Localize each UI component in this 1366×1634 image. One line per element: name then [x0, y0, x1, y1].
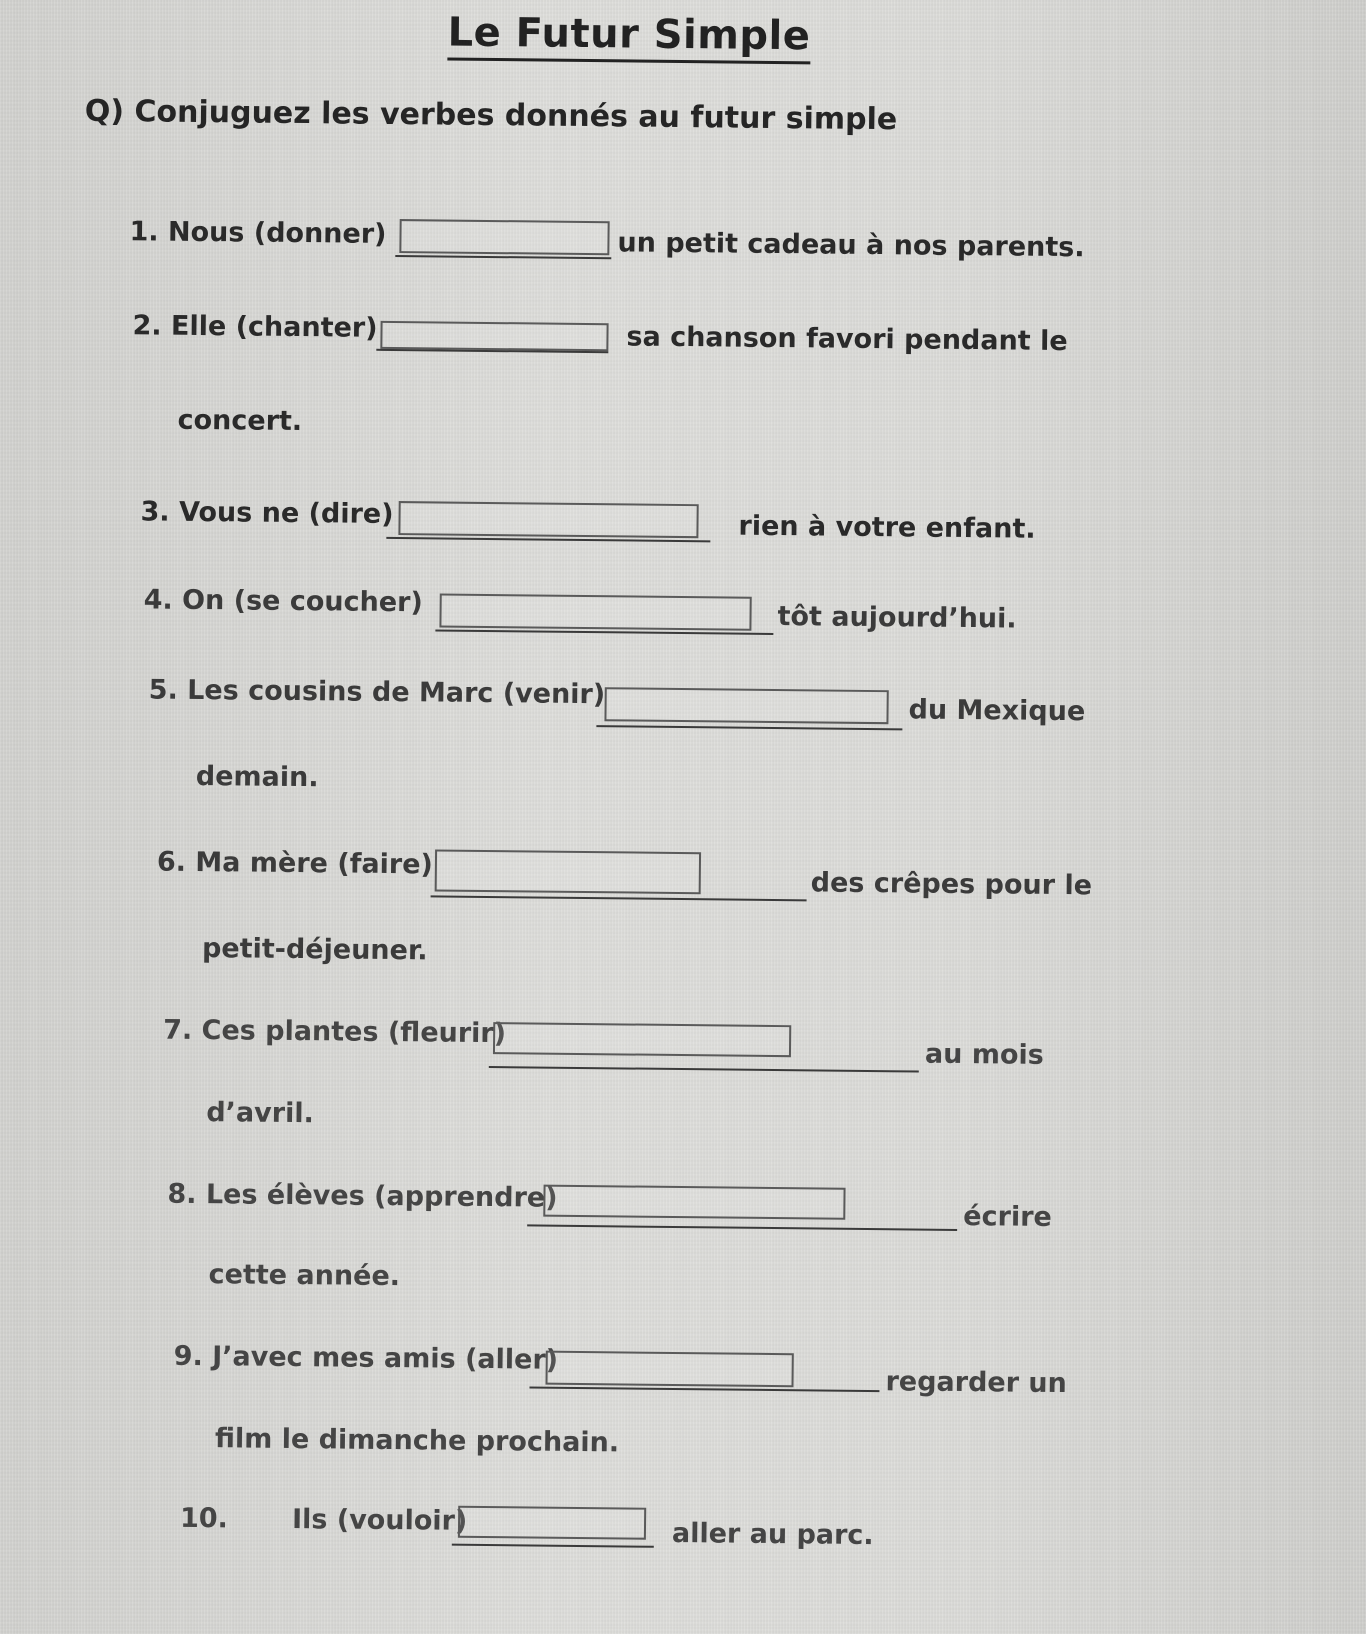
item-8-answer-box[interactable]	[543, 1185, 845, 1220]
item-7-prefix: 7. Ces plantes (fleurir)	[163, 1014, 507, 1050]
item-5-suffix: du Mexique	[908, 694, 1086, 728]
item-1-suffix: un petit cadeau à nos parents.	[617, 227, 1085, 264]
item-2-suffix: sa chanson favori pendant le	[626, 321, 1068, 358]
item-8-answer-line	[527, 1224, 957, 1231]
item-5-prefix: 5. Les cousins de Marc (venir)	[148, 674, 606, 711]
item-1-answer-line	[395, 255, 611, 259]
item-10-suffix: aller au parc.	[671, 1517, 874, 1552]
item-9-answer-line	[529, 1386, 879, 1392]
item-9-continuation: film le dimanche prochain.	[214, 1423, 620, 1459]
item-8-suffix: écrire	[963, 1201, 1052, 1233]
item-7-answer-line	[489, 1066, 919, 1073]
item-6-continuation: petit-déjeuner.	[201, 933, 428, 967]
item-9-prefix: 9. J’avec mes amis (aller)	[173, 1340, 559, 1376]
item-5-continuation: demain.	[195, 760, 319, 794]
item-6-prefix: 6. Ma mère (faire)	[156, 846, 434, 881]
item-10-answer-line	[452, 1544, 654, 1548]
item-2-continuation: concert.	[177, 404, 303, 438]
instruction-text: Q) Conjuguez les verbes donnés au futur simple	[84, 93, 898, 138]
item-5-answer-box[interactable]	[604, 687, 888, 724]
item-4-suffix: tôt aujourd’hui.	[777, 601, 1017, 635]
item-2-answer-box[interactable]	[380, 321, 608, 351]
item-9-answer-box[interactable]	[545, 1351, 793, 1388]
item-1-prefix: 1. Nous (donner)	[129, 216, 387, 250]
item-10-number: 10.	[179, 1502, 229, 1535]
item-6-suffix: des crêpes pour le	[810, 867, 1093, 902]
item-10-prefix: Ils (vouloir)	[291, 1503, 468, 1537]
item-1-answer-box[interactable]	[399, 219, 609, 255]
item-5-answer-line	[596, 725, 902, 730]
item-2-prefix: 2. Elle (chanter)	[132, 310, 378, 344]
item-6-answer-line	[431, 895, 807, 901]
item-7-answer-box[interactable]	[493, 1022, 791, 1057]
item-3-suffix: rien à votre enfant.	[738, 510, 1036, 545]
item-8-prefix: 8. Les élèves (apprendre)	[167, 1178, 558, 1214]
item-8-continuation: cette année.	[208, 1259, 401, 1293]
item-4-prefix: 4. On (se coucher)	[143, 584, 423, 619]
item-7-continuation: d’avril.	[206, 1097, 314, 1130]
item-10-answer-box[interactable]	[458, 1506, 646, 1540]
page-title: Le Futur Simple	[447, 10, 810, 65]
item-6-answer-box[interactable]	[435, 849, 701, 894]
item-4-answer-box[interactable]	[439, 593, 751, 630]
item-3-answer-box[interactable]	[398, 501, 698, 538]
item-9-suffix: regarder un	[885, 1366, 1067, 1400]
item-7-suffix: au mois	[924, 1038, 1044, 1071]
item-3-prefix: 3. Vous ne (dire)	[140, 496, 394, 530]
